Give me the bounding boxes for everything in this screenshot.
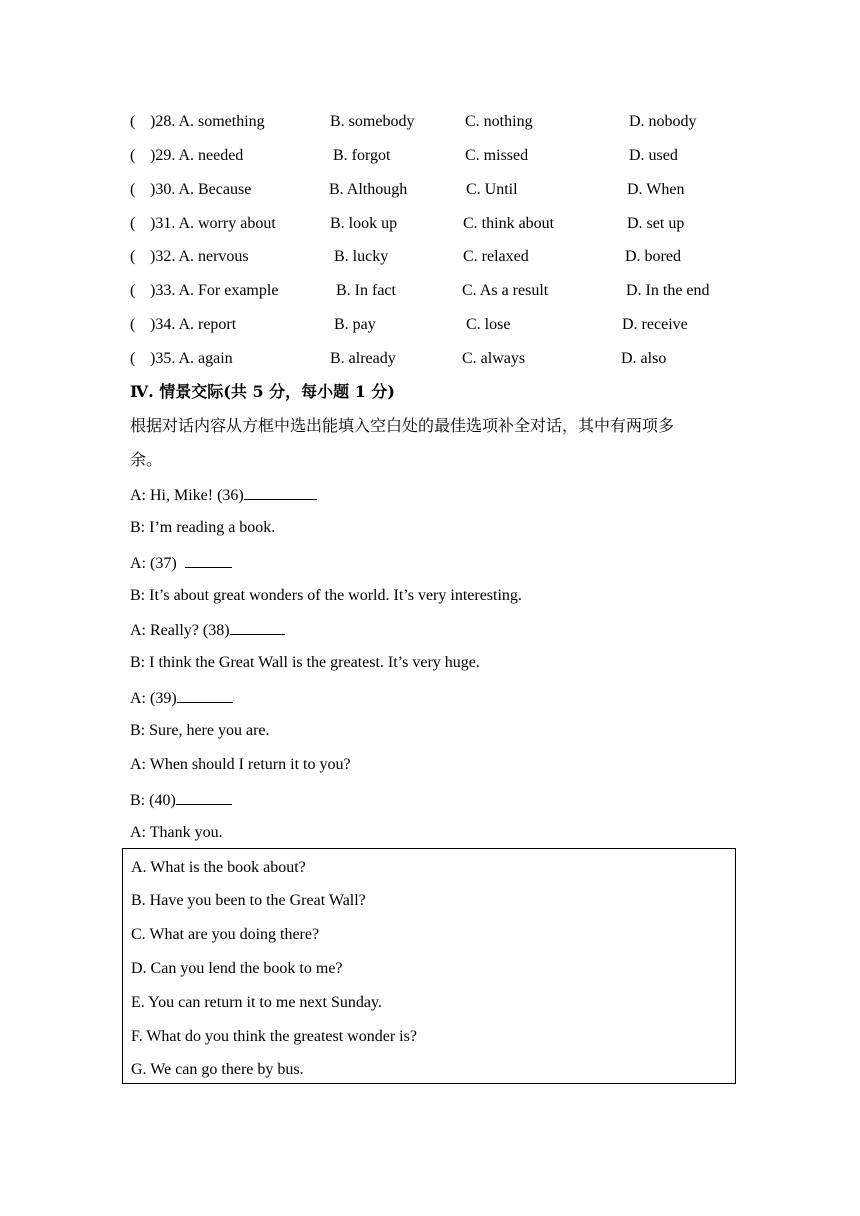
- section-title: Ⅳ. 情景交际(共 5 分，每小题 1 分): [130, 382, 395, 401]
- dialogue-line-38: [130, 619, 285, 641]
- dialogue-line: [130, 586, 522, 606]
- option-a: )29. A. needed: [150, 147, 244, 164]
- option-d: D. When: [627, 181, 685, 198]
- dialogue-text: B: (40): [130, 792, 176, 809]
- dialogue-text: B: Sure, here you are.: [130, 722, 270, 739]
- dialogue-line-40: [130, 789, 232, 811]
- answer-blank-37[interactable]: [185, 552, 232, 568]
- option-b: B. pay: [334, 316, 376, 333]
- answer-paren: (: [130, 350, 136, 367]
- dialogue-text: A: When should I return it to you?: [130, 756, 351, 773]
- dialogue-text: B: I’m reading a book.: [130, 519, 276, 536]
- answer-blank-38[interactable]: [230, 619, 285, 635]
- option-b: B. forgot: [333, 147, 391, 164]
- answer-blank-40[interactable]: [176, 789, 232, 805]
- dialogue-line-39: [130, 687, 233, 709]
- option-item-c: C. What are you doing there?: [131, 926, 320, 943]
- option-a: )35. A. again: [150, 350, 233, 367]
- option-b: B. somebody: [330, 113, 415, 130]
- option-item-g: G. We can go there by bus.: [131, 1061, 304, 1078]
- dialogue-text: A: Really? (38): [130, 622, 230, 639]
- option-c: C. nothing: [465, 113, 533, 130]
- option-c: C. always: [462, 350, 526, 367]
- dialogue-text: A: Thank you.: [130, 824, 223, 841]
- dialogue-text: B: I think the Great Wall is the greatest. It’s very huge.: [130, 654, 480, 671]
- option-b: B. look up: [330, 215, 398, 232]
- option-item-a: A. What is the book about?: [131, 859, 306, 876]
- option-d: D. In the end: [626, 282, 710, 299]
- answer-paren: (: [130, 248, 136, 265]
- option-c: C. think about: [463, 215, 555, 232]
- option-a: )30. A. Because: [150, 181, 252, 198]
- dialogue-line: [130, 518, 275, 538]
- dialogue-text: A: (39): [130, 690, 177, 707]
- option-d: D. nobody: [629, 113, 697, 130]
- dialogue-line-37: [130, 552, 232, 574]
- option-b: B. In fact: [336, 282, 396, 299]
- option-item-e: E. You can return it to me next Sunday.: [131, 994, 382, 1011]
- dialogue-line-36: [130, 484, 317, 506]
- options-box: [122, 848, 736, 1084]
- section-instruction-continued: 余。: [130, 450, 163, 469]
- answer-paren: (: [130, 147, 136, 164]
- option-d: D. used: [629, 147, 678, 164]
- dialogue-line: [130, 653, 480, 673]
- option-c: C. relaxed: [463, 248, 529, 265]
- answer-paren: (: [130, 113, 136, 130]
- option-d: D. bored: [625, 248, 681, 265]
- option-item-d: D. Can you lend the book to me?: [131, 960, 343, 977]
- option-a: )33. A. For example: [150, 282, 279, 299]
- option-d: D. also: [621, 350, 667, 367]
- option-a: )32. A. nervous: [150, 248, 249, 265]
- dialogue-text: B: It’s about great wonders of the world. It’s very interesting.: [130, 587, 522, 604]
- option-c: C. Until: [466, 181, 518, 198]
- option-a: )28. A. something: [150, 113, 265, 130]
- option-a: )31. A. worry about: [150, 215, 276, 232]
- section-instruction: 根据对话内容从方框中选出能填入空白处的最佳选项补全对话，其中有两项多: [130, 416, 675, 435]
- option-d: D. receive: [622, 316, 688, 333]
- option-item-b: B. Have you been to the Great Wall?: [131, 892, 366, 909]
- answer-paren: (: [130, 181, 136, 198]
- dialogue-text: A: (37): [130, 555, 185, 572]
- option-c: C. As a result: [462, 282, 549, 299]
- option-a: )34. A. report: [150, 316, 237, 333]
- dialogue-line: [130, 823, 223, 843]
- answer-paren: (: [130, 316, 136, 333]
- option-b: B. Although: [329, 181, 408, 198]
- dialogue-text: A: Hi, Mike! (36): [130, 487, 244, 504]
- answer-paren: (: [130, 282, 136, 299]
- answer-paren: (: [130, 215, 136, 232]
- answer-blank-39[interactable]: [177, 687, 233, 703]
- option-c: C. lose: [466, 316, 511, 333]
- answer-blank-36[interactable]: [244, 484, 317, 500]
- option-d: D. set up: [627, 215, 685, 232]
- dialogue-line: [130, 721, 270, 741]
- option-b: B. already: [330, 350, 396, 367]
- dialogue-line: [130, 755, 351, 775]
- option-b: B. lucky: [334, 248, 389, 265]
- option-item-f: F. What do you think the greatest wonder is?: [131, 1028, 417, 1045]
- option-c: C. missed: [465, 147, 529, 164]
